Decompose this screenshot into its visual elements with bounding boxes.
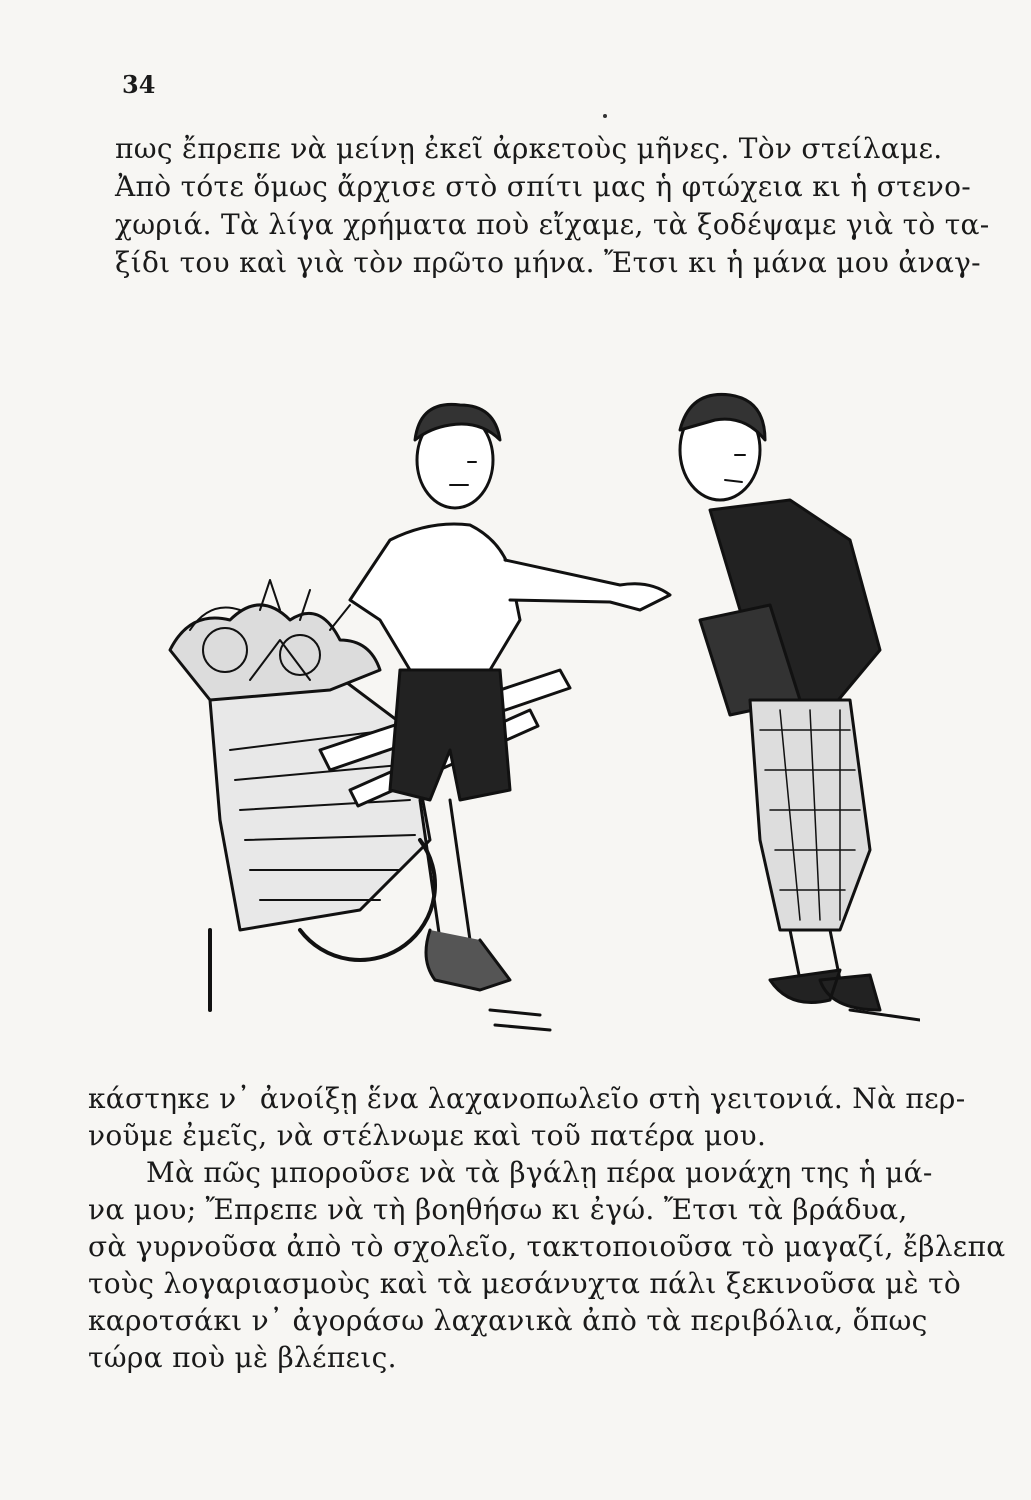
text-line: χωριά. Τὰ λίγα χρήματα ποὺ εἴχαμε, τὰ ξοδέψαμε γιὰ τὸ τα- — [115, 208, 990, 241]
text-line: τοὺς λογαριασμοὺς καὶ τὰ μεσάνυχτα πάλι ξεκινοῦσα μὲ τὸ — [88, 1267, 962, 1300]
student-figure — [680, 394, 880, 1010]
text-line: κάστηκε ν᾿ ἀνοίξῃ ἕνα λαχανοπωλεῖο στὴ γειτονιά. Νὰ περ- — [88, 1082, 966, 1115]
text-line: Μὰ πῶς μποροῦσε νὰ τὰ βγάλῃ πέρα μονάχη της ἡ μά- — [146, 1156, 933, 1189]
illustration-drawing — [150, 370, 920, 1050]
text-line: να μου; Ἔπρεπε νὰ τὴ βοηθήσω κι ἐγώ. Ἔτσι τὰ βράδυα, — [88, 1193, 908, 1226]
text-line: τώρα ποὺ μὲ βλέπεις. — [88, 1341, 397, 1374]
text-line: Ἀπὸ τότε ὅμως ἄρχισε στὸ σπίτι μας ἡ φτώχεια κι ἡ στενο- — [115, 170, 972, 203]
page-number: 34 — [122, 70, 156, 99]
text-line: ξίδι του καὶ γιὰ τὸν πρῶτο μήνα. Ἔτσι κι ἡ μάνα μου ἀναγ- — [115, 246, 981, 279]
text-line: πως ἔπρεπε νὰ μείνῃ ἐκεῖ ἀρκετοὺς μῆνες. Τὸν στείλαμε. — [115, 132, 943, 165]
paragraph-bottom — [88, 1080, 1006, 1376]
wheelbarrow — [170, 580, 570, 1010]
text-line: νοῦμε ἐμεῖς, νὰ στέλνωμε καὶ τοῦ πατέρα μου. — [88, 1119, 767, 1152]
text-line: καροτσάκι ν᾿ ἀγοράσω λαχανικὰ ἀπὸ τὰ περιβόλια, ὅπως — [88, 1304, 928, 1337]
illustration-boy-with-vegetable-cart — [150, 370, 920, 1050]
paragraph-top — [115, 130, 990, 282]
print-speck — [603, 114, 607, 118]
text-line: σὰ γυρνοῦσα ἀπὸ τὸ σχολεῖο, τακτοποιοῦσα τὸ μαγαζί, ἔβλεπα — [88, 1230, 1006, 1263]
